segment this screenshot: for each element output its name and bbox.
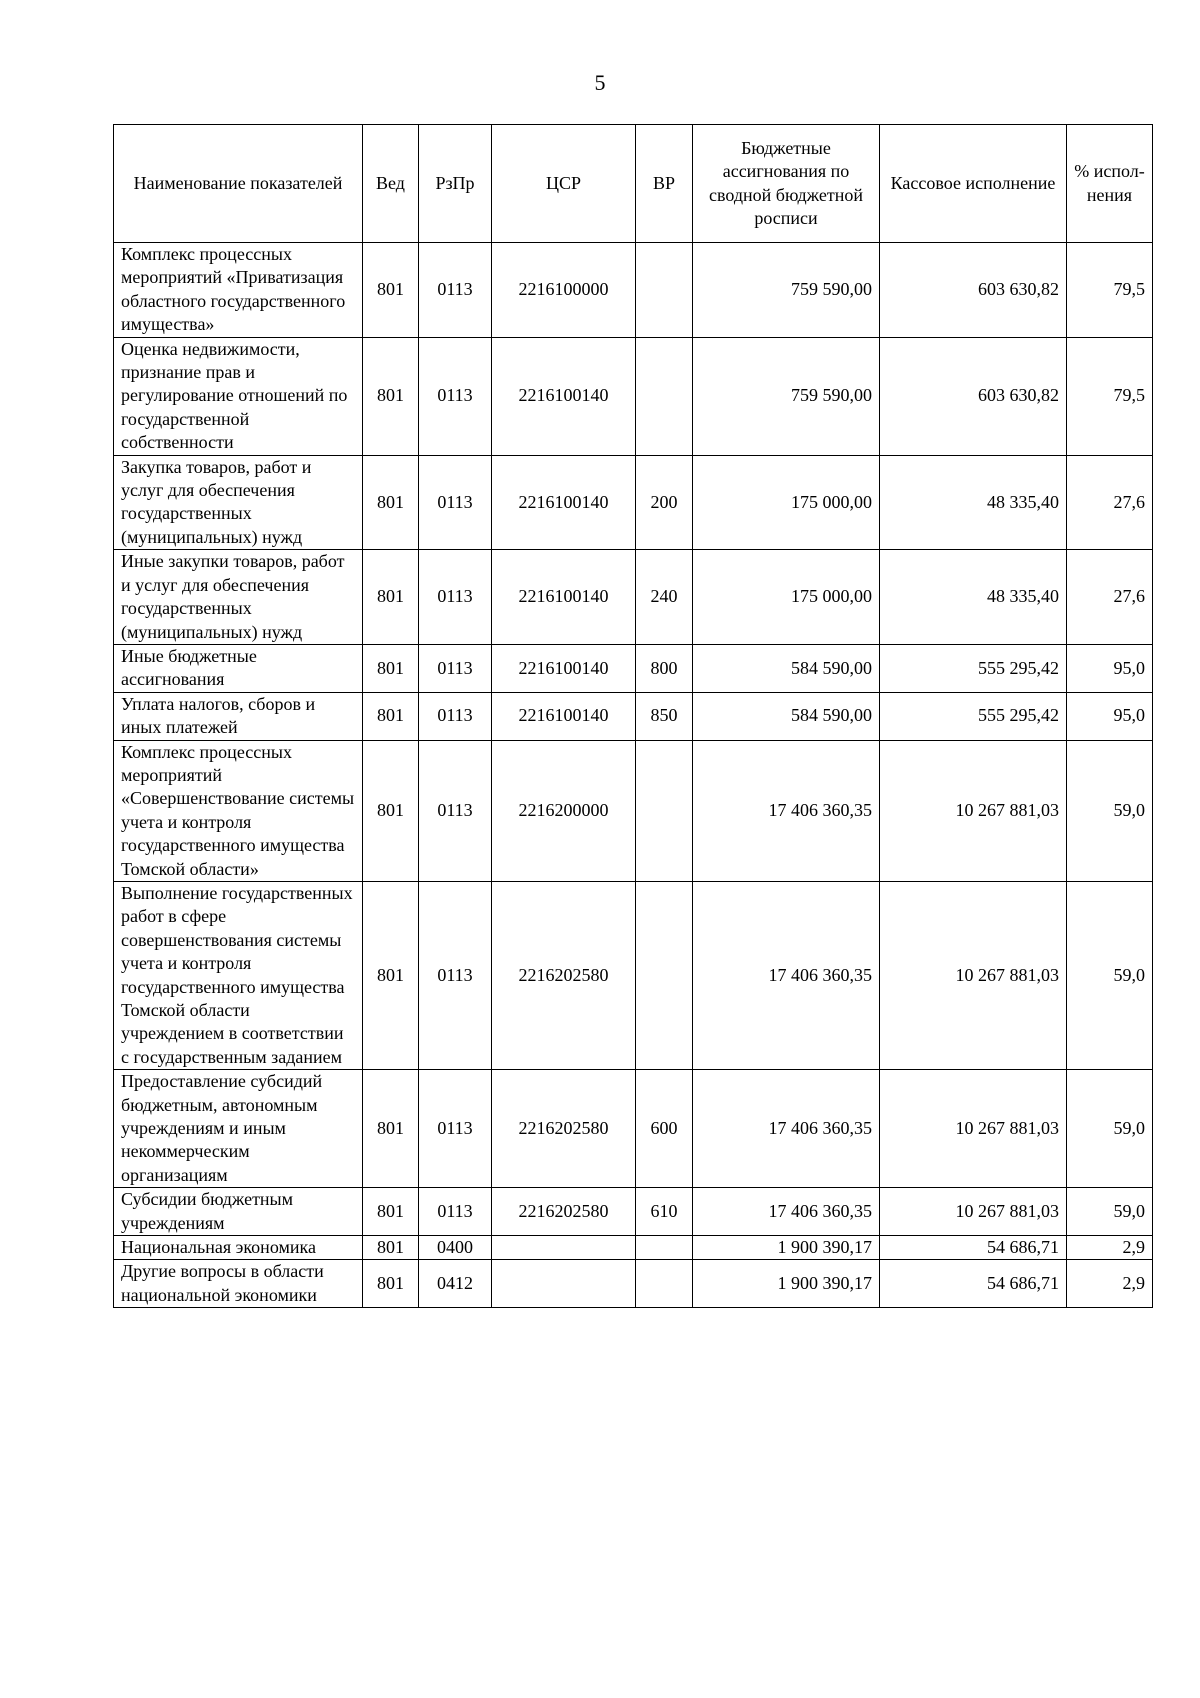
row-name: Выполнение государственных работ в сфере совершенствования системы учета и контроля государственного имущества Томской области учреждением в соответствии с государственным заданием [114,881,363,1069]
table-row [114,692,1153,740]
row-rzpr: 0113 [419,644,492,692]
row-cash-execution: 10 267 881,03 [880,881,1067,1069]
row-name: Другие вопросы в области национальной экономики [114,1260,363,1308]
row-csr: 2216100140 [492,337,636,455]
row-execution-percent: 79,5 [1067,243,1153,338]
row-name: Закупка товаров, работ и услуг для обеспечения государственных (муниципальных) нужд [114,455,363,550]
row-rzpr: 0400 [419,1236,492,1260]
row-name: Комплекс процессных мероприятий «Совершенствование системы учета и контроля государственного имущества Томской области» [114,740,363,881]
table-row [114,337,1153,455]
row-rzpr: 0113 [419,550,492,645]
row-csr: 2216100140 [492,455,636,550]
budget-execution-table [113,124,1153,1308]
row-cash-execution: 603 630,82 [880,243,1067,338]
row-csr: 2216202580 [492,1070,636,1188]
page-number: 5 [594,70,606,95]
row-cash-execution: 10 267 881,03 [880,1070,1067,1188]
row-vr [636,337,693,455]
row-vr: 200 [636,455,693,550]
row-csr: 2216100140 [492,644,636,692]
row-cash-execution: 603 630,82 [880,337,1067,455]
row-assignments: 1 900 390,17 [693,1260,880,1308]
table-row [114,1260,1153,1308]
row-name: Оценка недвижимости, признание прав и регулирование отношений по государственной собственности [114,337,363,455]
header-csr: ЦСР [492,125,636,243]
row-execution-percent: 59,0 [1067,881,1153,1069]
row-assignments: 17 406 360,35 [693,740,880,881]
row-cash-execution: 10 267 881,03 [880,740,1067,881]
row-vr: 800 [636,644,693,692]
table-header-row [114,125,1153,243]
row-name: Уплата налогов, сборов и иных платежей [114,692,363,740]
row-assignments: 17 406 360,35 [693,1070,880,1188]
row-rzpr: 0113 [419,337,492,455]
row-cash-execution: 48 335,40 [880,455,1067,550]
row-csr [492,1260,636,1308]
row-execution-percent: 2,9 [1067,1236,1153,1260]
row-vr [636,881,693,1069]
row-execution-percent: 95,0 [1067,692,1153,740]
row-ved: 801 [363,692,419,740]
row-vr [636,740,693,881]
row-ved: 801 [363,337,419,455]
row-assignments: 759 590,00 [693,243,880,338]
row-ved: 801 [363,243,419,338]
row-name: Иные закупки товаров, работ и услуг для обеспечения государственных (муниципальных) нужд [114,550,363,645]
row-cash-execution: 555 295,42 [880,644,1067,692]
row-vr: 850 [636,692,693,740]
row-vr: 600 [636,1070,693,1188]
row-rzpr: 0113 [419,692,492,740]
row-assignments: 175 000,00 [693,550,880,645]
row-execution-percent: 27,6 [1067,550,1153,645]
table-row [114,1236,1153,1260]
table-row [114,644,1153,692]
table-row [114,881,1153,1069]
row-execution-percent: 95,0 [1067,644,1153,692]
row-vr [636,243,693,338]
row-ved: 801 [363,740,419,881]
row-rzpr: 0113 [419,1188,492,1236]
row-assignments: 584 590,00 [693,644,880,692]
table-row [114,1188,1153,1236]
row-ved: 801 [363,455,419,550]
row-assignments: 17 406 360,35 [693,881,880,1069]
row-assignments: 17 406 360,35 [693,1188,880,1236]
row-assignments: 175 000,00 [693,455,880,550]
row-vr [636,1260,693,1308]
table-row [114,740,1153,881]
row-rzpr: 0113 [419,881,492,1069]
row-execution-percent: 27,6 [1067,455,1153,550]
header-ved: Вед [363,125,419,243]
row-ved: 801 [363,1236,419,1260]
row-name: Иные бюджетные ассигнования [114,644,363,692]
row-ved: 801 [363,644,419,692]
table-row [114,1070,1153,1188]
row-assignments: 1 900 390,17 [693,1236,880,1260]
header-rzpr: РзПр [419,125,492,243]
table-row [114,243,1153,338]
row-name: Комплекс процессных мероприятий «Приватизация областного государственного имущества» [114,243,363,338]
row-name: Национальная экономика [114,1236,363,1260]
row-execution-percent: 59,0 [1067,740,1153,881]
row-csr [492,1236,636,1260]
row-execution-percent: 59,0 [1067,1070,1153,1188]
row-rzpr: 0113 [419,455,492,550]
row-cash-execution: 10 267 881,03 [880,1188,1067,1236]
header-assignments: Бюджетные ассигнования по сводной бюджетной росписи [693,125,880,243]
row-csr: 2216100000 [492,243,636,338]
row-csr: 2216202580 [492,881,636,1069]
row-assignments: 759 590,00 [693,337,880,455]
table-row [114,550,1153,645]
row-csr: 2216100140 [492,550,636,645]
row-cash-execution: 48 335,40 [880,550,1067,645]
row-assignments: 584 590,00 [693,692,880,740]
row-name: Субсидии бюджетным учреждениям [114,1188,363,1236]
row-ved: 801 [363,1070,419,1188]
row-csr: 2216202580 [492,1188,636,1236]
row-name: Предоставление субсидий бюджетным, автономным учреждениям и иным некоммерческим организациям [114,1070,363,1188]
row-rzpr: 0113 [419,1070,492,1188]
row-vr: 240 [636,550,693,645]
row-execution-percent: 59,0 [1067,1188,1153,1236]
row-execution-percent: 79,5 [1067,337,1153,455]
header-name: Наименование показателей [114,125,363,243]
row-ved: 801 [363,1260,419,1308]
row-cash-execution: 555 295,42 [880,692,1067,740]
row-rzpr: 0113 [419,740,492,881]
row-ved: 801 [363,550,419,645]
row-rzpr: 0412 [419,1260,492,1308]
row-cash-execution: 54 686,71 [880,1236,1067,1260]
table-row [114,455,1153,550]
row-csr: 2216100140 [492,692,636,740]
row-vr [636,1236,693,1260]
row-vr: 610 [636,1188,693,1236]
header-execution-percent: % испол-нения [1067,125,1153,243]
row-execution-percent: 2,9 [1067,1260,1153,1308]
row-csr: 2216200000 [492,740,636,881]
row-rzpr: 0113 [419,243,492,338]
header-vr: ВР [636,125,693,243]
row-ved: 801 [363,1188,419,1236]
row-cash-execution: 54 686,71 [880,1260,1067,1308]
header-cash-execution: Кассовое исполнение [880,125,1067,243]
row-ved: 801 [363,881,419,1069]
